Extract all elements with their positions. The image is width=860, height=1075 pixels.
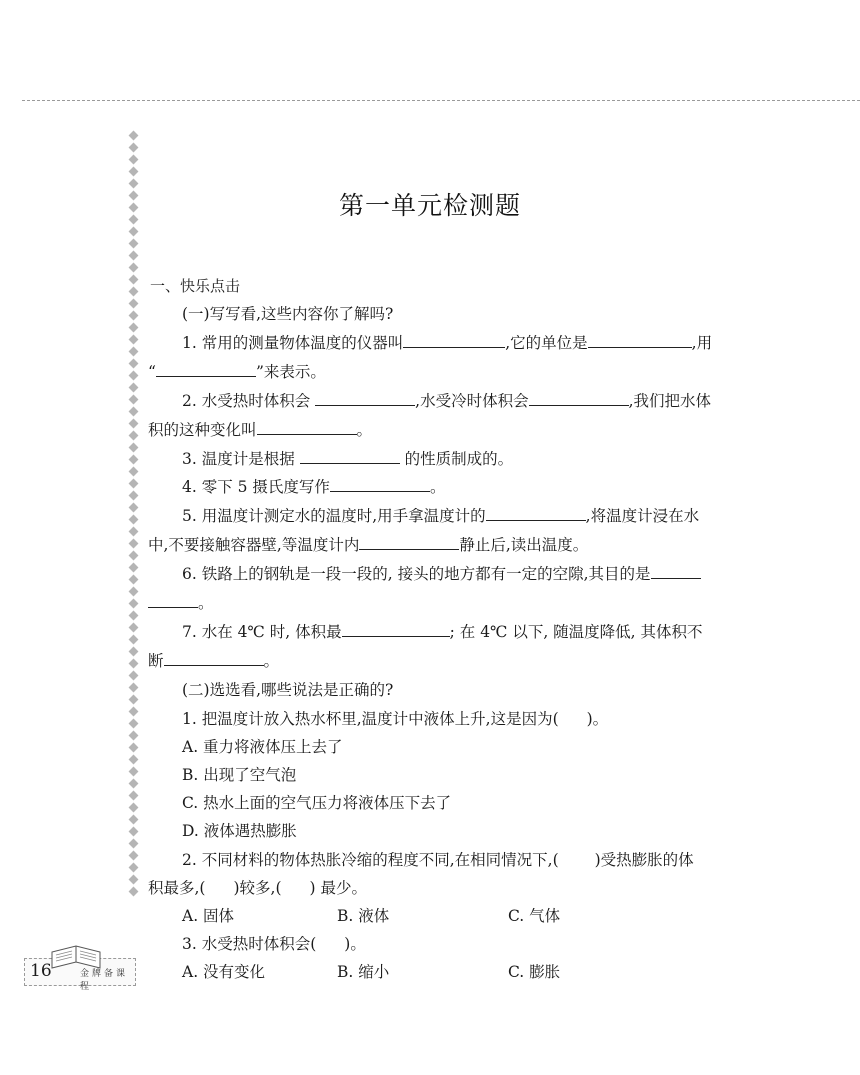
- diamond-ornament: [128, 239, 138, 249]
- diamond-ornament: [128, 503, 138, 513]
- diamond-ornament: [128, 515, 138, 525]
- option-c[interactable]: C. 膨胀: [508, 963, 561, 981]
- question-text: 4. 零下 5 摄氏度写作: [182, 478, 330, 496]
- question-text: 。: [263, 652, 280, 670]
- option-b[interactable]: B. 出现了空气泡: [182, 766, 297, 784]
- question-2-line-2: [148, 420, 372, 440]
- diamond-ornament: [128, 131, 138, 141]
- question-5-line-1: [182, 506, 699, 526]
- question-1-line-1: [182, 333, 712, 353]
- mc-question-2-line-1: [182, 850, 694, 870]
- diamond-ornament: [128, 479, 138, 489]
- question-5-line-2: [148, 535, 588, 555]
- question-text: )受热膨胀的体: [594, 851, 694, 869]
- answer-blank[interactable]: [651, 564, 701, 579]
- question-2-line-1: [182, 391, 711, 411]
- diamond-ornament: [128, 251, 138, 261]
- diamond-ornament: [128, 263, 138, 273]
- question-6-line-2: [148, 593, 214, 613]
- answer-blank[interactable]: [156, 362, 256, 377]
- question-text: 中,不要接触容器壁,等温度计内: [148, 536, 360, 554]
- diamond-ornament: [128, 491, 138, 501]
- page-number: 16: [30, 961, 52, 981]
- question-1-line-2: [148, 362, 326, 382]
- diamond-ornament: [128, 347, 138, 357]
- diamond-ornament: [128, 551, 138, 561]
- question-text: “: [148, 363, 156, 381]
- diamond-ornament: [128, 155, 138, 165]
- diamond-ornament: [128, 863, 138, 873]
- answer-blank[interactable]: [300, 449, 400, 464]
- question-7-line-1: [182, 622, 703, 642]
- top-dashed-rule: [22, 100, 860, 101]
- diamond-border-rail: [126, 128, 140, 946]
- question-text: ,用: [691, 334, 713, 352]
- answer-blank[interactable]: [164, 651, 264, 666]
- question-text: ,水受冷时体积会: [415, 392, 529, 410]
- diamond-ornament: [128, 431, 138, 441]
- question-text: 的性质制成的。: [404, 450, 514, 468]
- diamond-ornament: [128, 455, 138, 465]
- section-heading: 一、快乐点击: [150, 277, 241, 295]
- question-text: )。: [586, 710, 609, 728]
- question-text: ,它的单位是: [505, 334, 588, 352]
- option-c[interactable]: C. 气体: [508, 907, 561, 925]
- diamond-ornament: [128, 755, 138, 765]
- diamond-ornament: [128, 707, 138, 717]
- diamond-ornament: [128, 671, 138, 681]
- question-6-line-1: [182, 564, 701, 584]
- mc-question-1: [182, 709, 608, 729]
- question-text: 1. 把温度计放入热水杯里,温度计中液体上升,这是因为(: [182, 710, 559, 728]
- diamond-ornament: [128, 527, 138, 537]
- answer-blank[interactable]: [330, 477, 430, 492]
- part2-heading: (二)选选看,哪些说法是正确的?: [182, 681, 394, 699]
- diamond-ornament: [128, 587, 138, 597]
- diamond-ornament: [128, 335, 138, 345]
- answer-blank[interactable]: [403, 333, 505, 348]
- answer-blank[interactable]: [342, 622, 450, 637]
- question-text: 。: [198, 594, 214, 612]
- diamond-ornament: [128, 383, 138, 393]
- diamond-ornament: [128, 719, 138, 729]
- option-b[interactable]: B. 液体: [337, 907, 390, 925]
- diamond-ornament: [128, 371, 138, 381]
- question-text: 断: [148, 652, 164, 670]
- diamond-ornament: [128, 875, 138, 885]
- diamond-ornament: [128, 563, 138, 573]
- question-4: [182, 477, 445, 497]
- diamond-ornament: [128, 467, 138, 477]
- question-text: 3. 温度计是根据: [182, 450, 295, 468]
- diamond-ornament: [128, 779, 138, 789]
- question-text: )。: [344, 935, 366, 953]
- question-text: )较多,(: [233, 879, 282, 897]
- diamond-ornament: [128, 599, 138, 609]
- mc-question-3: [182, 934, 366, 954]
- question-7-line-2: [148, 651, 279, 671]
- badge-text: 金牌备课程: [80, 969, 129, 992]
- diamond-ornament: [128, 311, 138, 321]
- diamond-ornament: [128, 683, 138, 693]
- diamond-ornament: [128, 623, 138, 633]
- question-text: 。: [429, 478, 446, 496]
- answer-blank[interactable]: [529, 391, 629, 406]
- diamond-ornament: [128, 815, 138, 825]
- diamond-ornament: [128, 575, 138, 585]
- question-text: 积的这种变化叫: [148, 421, 257, 439]
- diamond-ornament: [128, 227, 138, 237]
- question-text: 3. 水受热时体积会(: [182, 935, 317, 953]
- diamond-ornament: [128, 743, 138, 753]
- question-text: ,将温度计浸在水: [585, 507, 700, 525]
- diamond-ornament: [128, 359, 138, 369]
- diamond-ornament: [128, 827, 138, 837]
- mc-question-2-line-2: [148, 878, 367, 898]
- diamond-ornament: [128, 419, 138, 429]
- option-a[interactable]: A. 固体: [182, 907, 235, 925]
- diamond-ornament: [128, 731, 138, 741]
- answer-blank[interactable]: [257, 420, 357, 435]
- question-text: 6. 铁路上的钢轨是一段一段的, 接头的地方都有一定的空隙,其目的是: [182, 565, 651, 583]
- answer-blank[interactable]: [315, 391, 415, 406]
- diamond-ornament: [128, 647, 138, 657]
- diamond-ornament: [128, 407, 138, 417]
- question-text: ”来表示。: [255, 363, 326, 381]
- question-text: ; 在 4℃ 以下, 随温度降低, 其体积不: [449, 623, 703, 641]
- diamond-ornament: [128, 887, 138, 897]
- diamond-ornament: [128, 287, 138, 297]
- diamond-ornament: [128, 659, 138, 669]
- question-text: 2. 不同材料的物体热胀冷缩的程度不同,在相同情况下,(: [182, 851, 559, 869]
- diamond-ornament: [128, 275, 138, 285]
- page-footer-badge: [24, 944, 136, 992]
- option-b[interactable]: B. 缩小: [337, 963, 390, 981]
- diamond-ornament: [128, 323, 138, 333]
- diamond-ornament: [128, 395, 138, 405]
- question-text: ,我们把水体: [628, 392, 712, 410]
- answer-blank[interactable]: [148, 593, 198, 608]
- page-title: 第一单元检测题: [338, 191, 521, 220]
- answer-blank[interactable]: [486, 506, 586, 521]
- question-text: 静止后,读出温度。: [459, 536, 589, 554]
- diamond-ornament: [128, 851, 138, 861]
- question-text: 积最多,(: [148, 879, 206, 897]
- diamond-ornament: [128, 767, 138, 777]
- diamond-ornament: [128, 539, 138, 549]
- question-text: 7. 水在 4℃ 时, 体积最: [182, 623, 342, 641]
- option-c[interactable]: C. 热水上面的空气压力将液体压下去了: [182, 794, 452, 812]
- answer-blank[interactable]: [588, 333, 692, 348]
- answer-blank[interactable]: [359, 535, 459, 550]
- diamond-ornament: [128, 443, 138, 453]
- diamond-ornament: [128, 611, 138, 621]
- question-3: [182, 449, 513, 469]
- option-d[interactable]: D. 液体遇热膨胀: [182, 822, 297, 840]
- question-text: 2. 水受热时体积会: [182, 392, 311, 410]
- part1-heading: (一)写写看,这些内容你了解吗?: [182, 305, 394, 323]
- diamond-ornament: [128, 299, 138, 309]
- question-text: 5. 用温度计测定水的温度时,用手拿温度计的: [182, 507, 486, 525]
- option-a[interactable]: A. 重力将液体压上去了: [182, 738, 343, 756]
- diamond-ornament: [128, 695, 138, 705]
- diamond-ornament: [128, 143, 138, 153]
- question-text: 1. 常用的测量物体温度的仪器叫: [182, 334, 404, 352]
- diamond-ornament: [128, 839, 138, 849]
- question-text: 。: [356, 421, 373, 439]
- option-a[interactable]: A. 没有变化: [182, 963, 266, 981]
- diamond-ornament: [128, 803, 138, 813]
- diamond-ornament: [128, 635, 138, 645]
- question-text: ) 最少。: [309, 879, 367, 897]
- diamond-ornament: [128, 167, 138, 177]
- diamond-ornament: [128, 791, 138, 801]
